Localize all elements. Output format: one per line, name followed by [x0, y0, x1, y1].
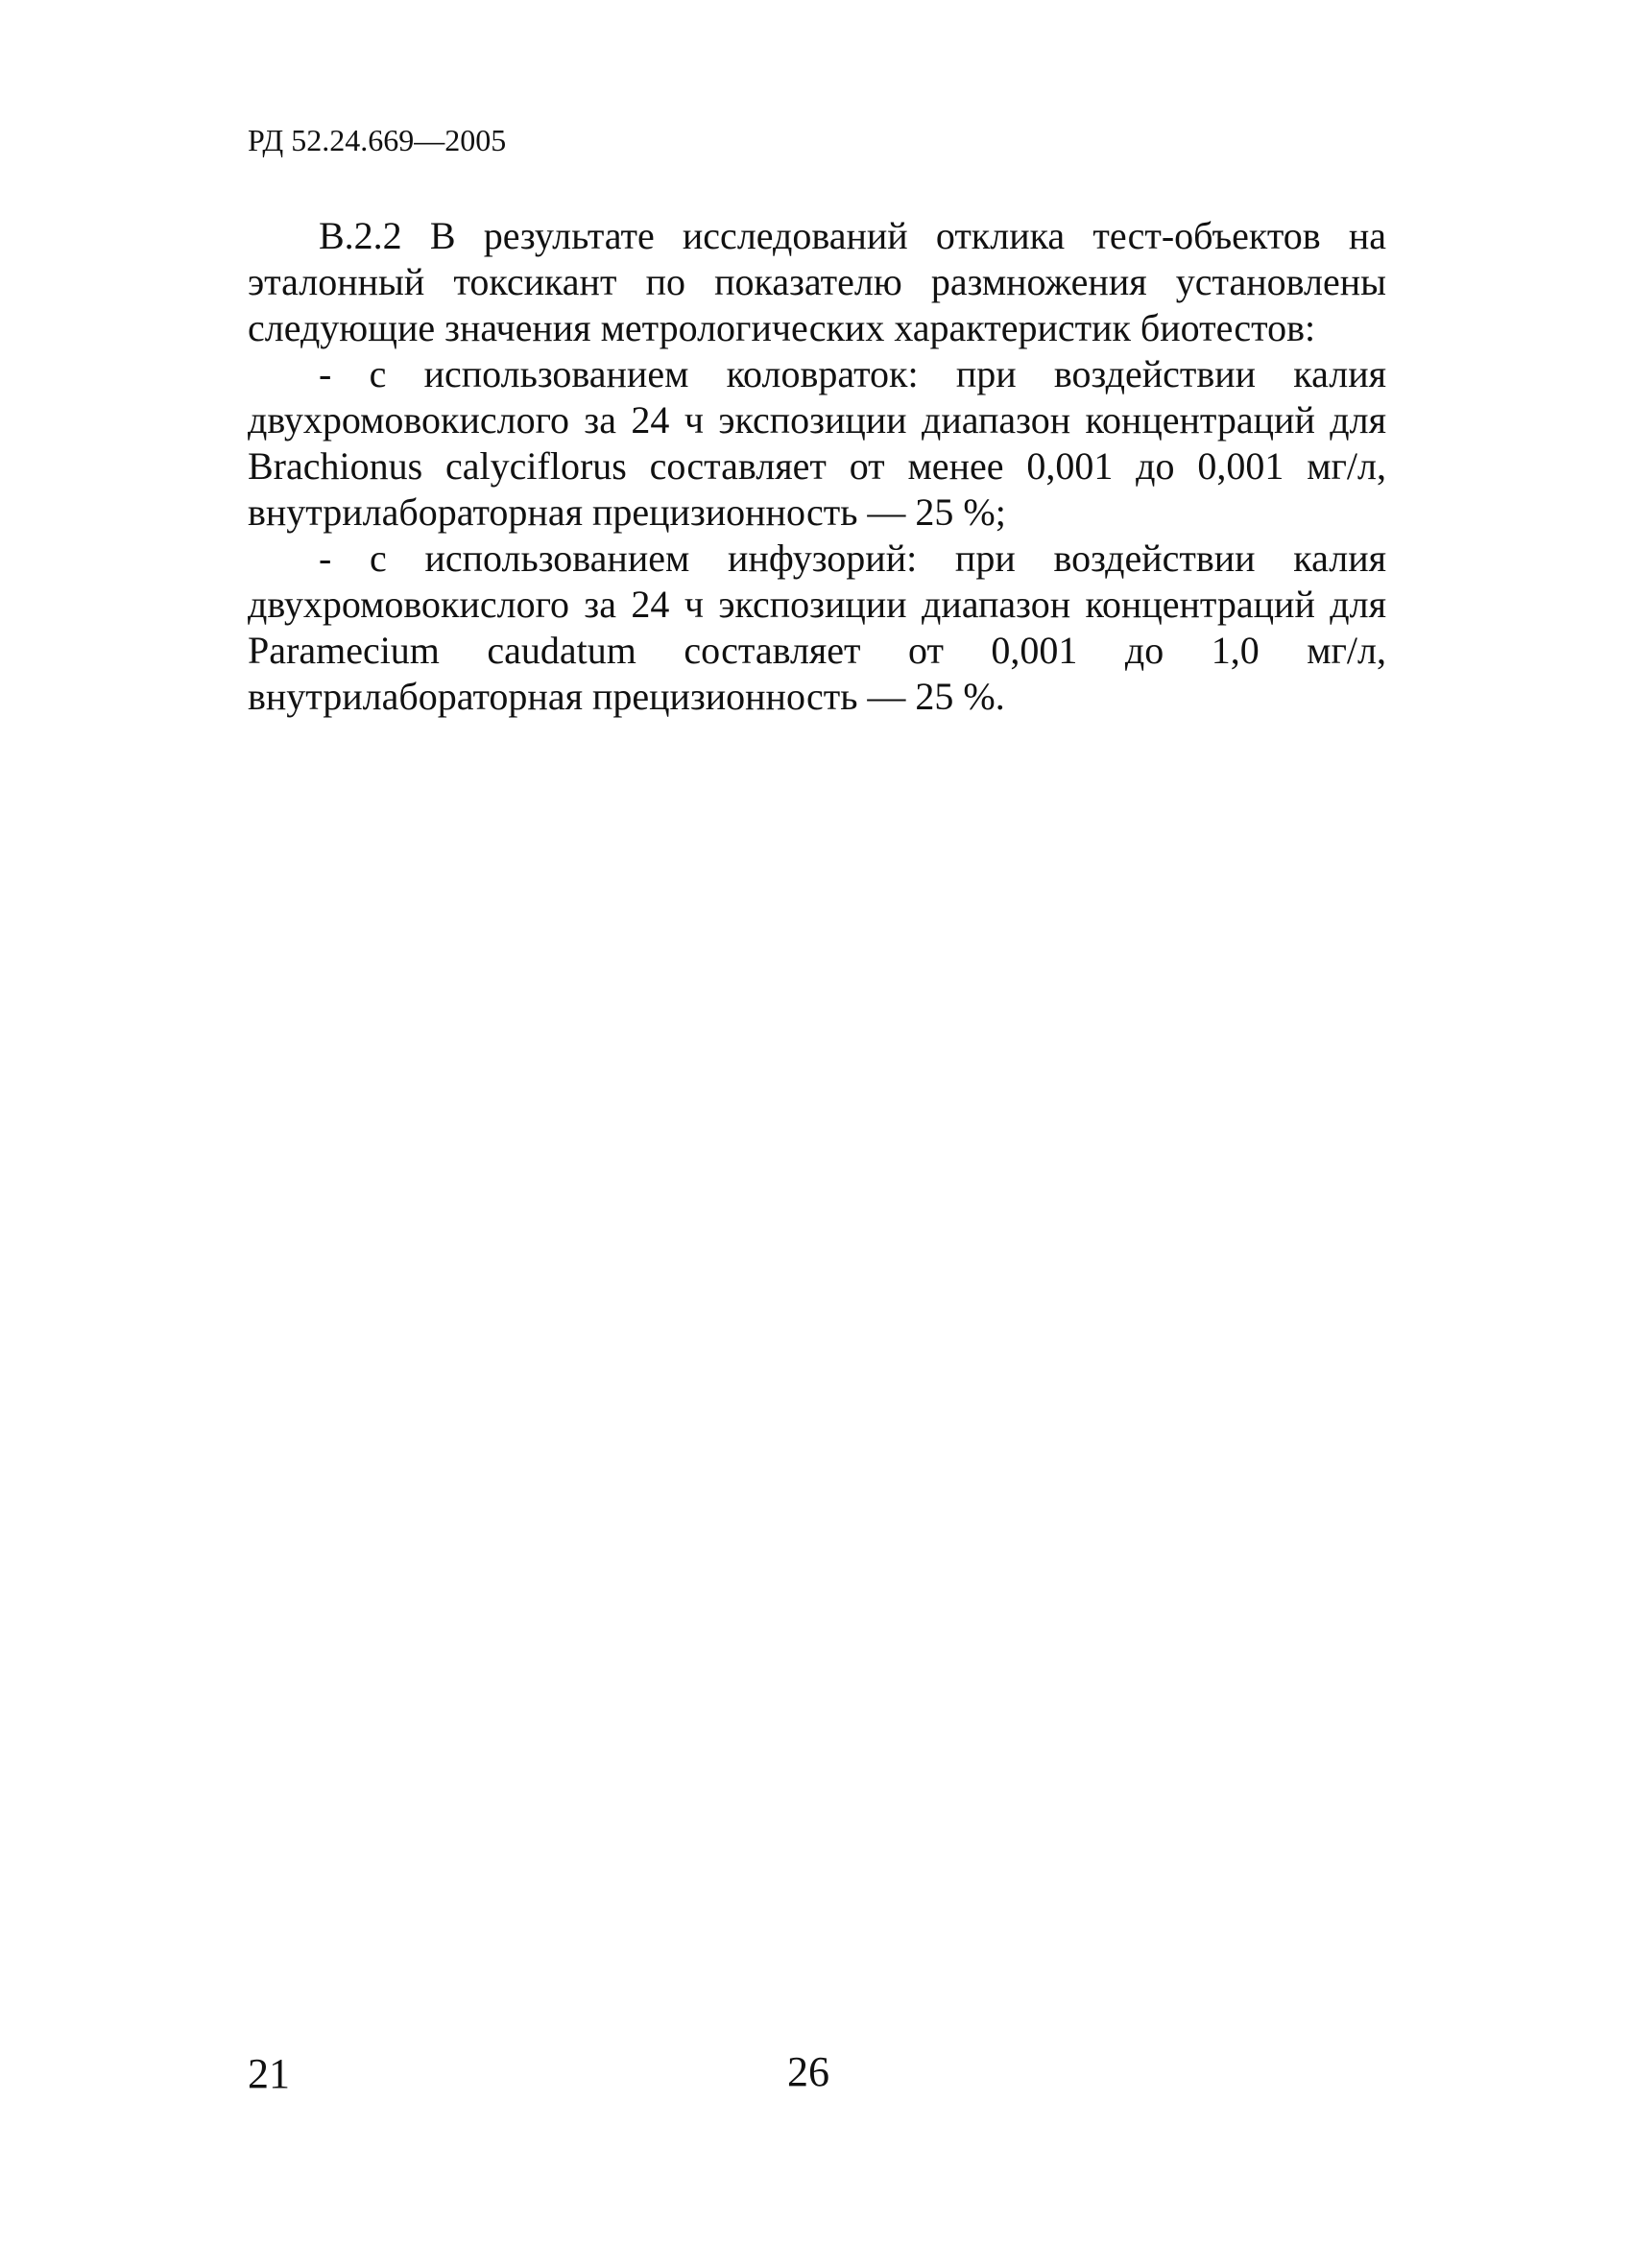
paragraph-rotifers: - с использованием коловраток: при воздействии калия двухромовокислого за 24 ч экспозиции диапазон концентраций для Brachionus calyciflorus составляет от менее 0,001 до 0,001 мг/л, внутрилабораторная прецизионность — 25 %;: [248, 352, 1386, 534]
paragraph-infusoria: - с использованием инфузорий: при воздействии калия двухромовокислого за 24 ч экспозиции диапазон концентраций для Paramecium caudatum составляет от 0,001 до 1,0 мг/л, внутрилабораторная прецизионность — 25 %.: [248, 537, 1386, 718]
document-code-header: РД 52.24.669—2005: [248, 123, 507, 157]
paragraph-section-b22: В.2.2 В результате исследований отклика тест-объектов на эталонный токсикант по показателю размножения установлены следующие значения метрологических характеристик биотестов:: [248, 214, 1386, 349]
document-body: [248, 213, 1386, 720]
page-number-center: 26: [787, 2048, 829, 2095]
page-number-left: 21: [248, 2050, 290, 2097]
